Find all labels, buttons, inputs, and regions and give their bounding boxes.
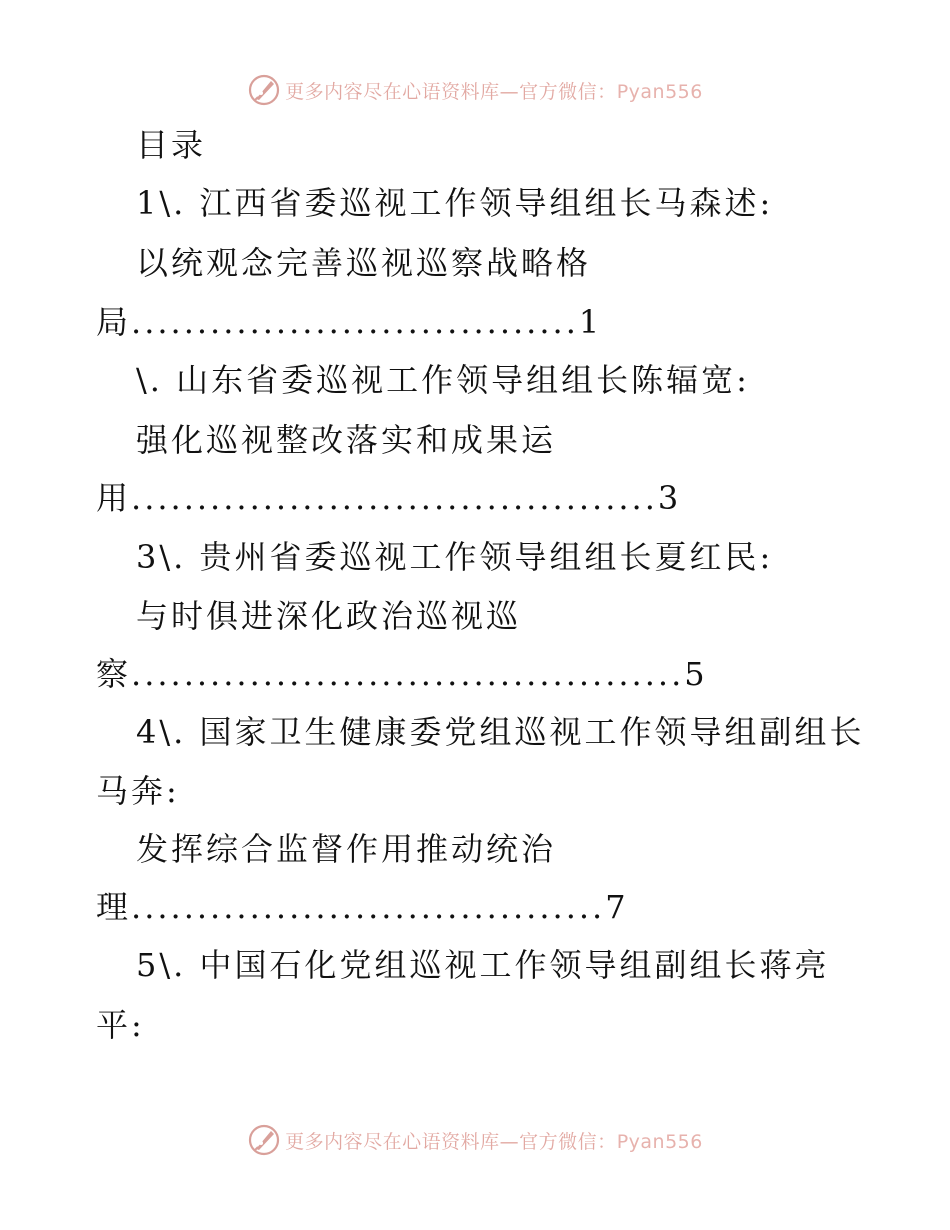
toc-title: 目录 <box>136 126 207 164</box>
watermark-main-text: 更多内容尽在心语资料库 <box>285 80 500 103</box>
toc-entry-1-page: 1 <box>578 303 603 341</box>
watermark-official-label: 官方微信： <box>519 80 617 103</box>
toc-entry-2-heading: \. 山东省委巡视工作领导组组长陈辐宽: <box>136 361 750 399</box>
toc-entry-1-leader-line[interactable] <box>96 302 602 342</box>
toc-entry-2-subtitle: 强化巡视整改落实和成果运 <box>136 421 557 459</box>
toc-entry-1-subtitle: 以统观念完善巡视巡察战略格 <box>136 244 592 282</box>
toc-entry-3-subtitle: 与时俱进深化政治巡视巡 <box>136 597 522 635</box>
quill-pen-logo-icon <box>247 1123 281 1157</box>
toc-entry-4-page: 7 <box>605 888 629 926</box>
toc-entry-3-heading: 3\. 贵州省委巡视工作领导组组长夏红民: <box>136 538 774 576</box>
toc-entry-4-leader-line[interactable] <box>96 887 629 927</box>
toc-entry-1-dots: .................................. <box>131 303 579 341</box>
watermark-header <box>0 70 950 110</box>
toc-entry-2-tail: 用 <box>96 479 132 517</box>
toc-entry-4-dots: .................................... <box>131 888 606 926</box>
watermark-text <box>285 1127 703 1154</box>
watermark-footer <box>0 1120 950 1160</box>
toc-entry-3-tail: 察 <box>96 655 132 693</box>
toc-entry-2-leader-line[interactable] <box>96 478 681 518</box>
quill-pen-logo-icon <box>247 73 281 107</box>
toc-entry-5-heading-cont: 平: <box>96 1006 145 1044</box>
toc-entry-3-dots: .......................................... <box>131 655 685 693</box>
toc-entry-2-dots: ........................................ <box>131 479 658 517</box>
toc-entry-4-subtitle: 发挥综合监督作用推动统治 <box>136 830 557 868</box>
watermark-wechat-id: Pyan556 <box>616 1130 703 1153</box>
watermark-text <box>285 77 703 104</box>
toc-entry-1-tail: 局 <box>96 303 132 341</box>
toc-entry-2-page: 3 <box>657 479 682 517</box>
toc-entry-1-heading: 1\. 江西省委巡视工作领导组组长马森述: <box>136 184 774 222</box>
toc-entry-3-leader-line[interactable] <box>96 654 708 694</box>
toc-entry-4-heading: 4\. 国家卫生健康委党组巡视工作领导组副组长 <box>136 713 865 751</box>
toc-entry-4-tail: 理 <box>96 888 132 926</box>
watermark-wechat-id: Pyan556 <box>616 80 703 103</box>
watermark-official-label: 官方微信： <box>519 1130 617 1153</box>
watermark-main-text: 更多内容尽在心语资料库 <box>285 1130 500 1153</box>
watermark-separator: — <box>499 80 520 103</box>
toc-entry-3-page: 5 <box>684 655 708 693</box>
toc-entry-4-heading-cont: 马奔: <box>96 772 180 810</box>
watermark-separator: — <box>499 1130 520 1153</box>
toc-entry-5-heading: 5\. 中国石化党组巡视工作领导组副组长蒋亮 <box>136 946 830 984</box>
